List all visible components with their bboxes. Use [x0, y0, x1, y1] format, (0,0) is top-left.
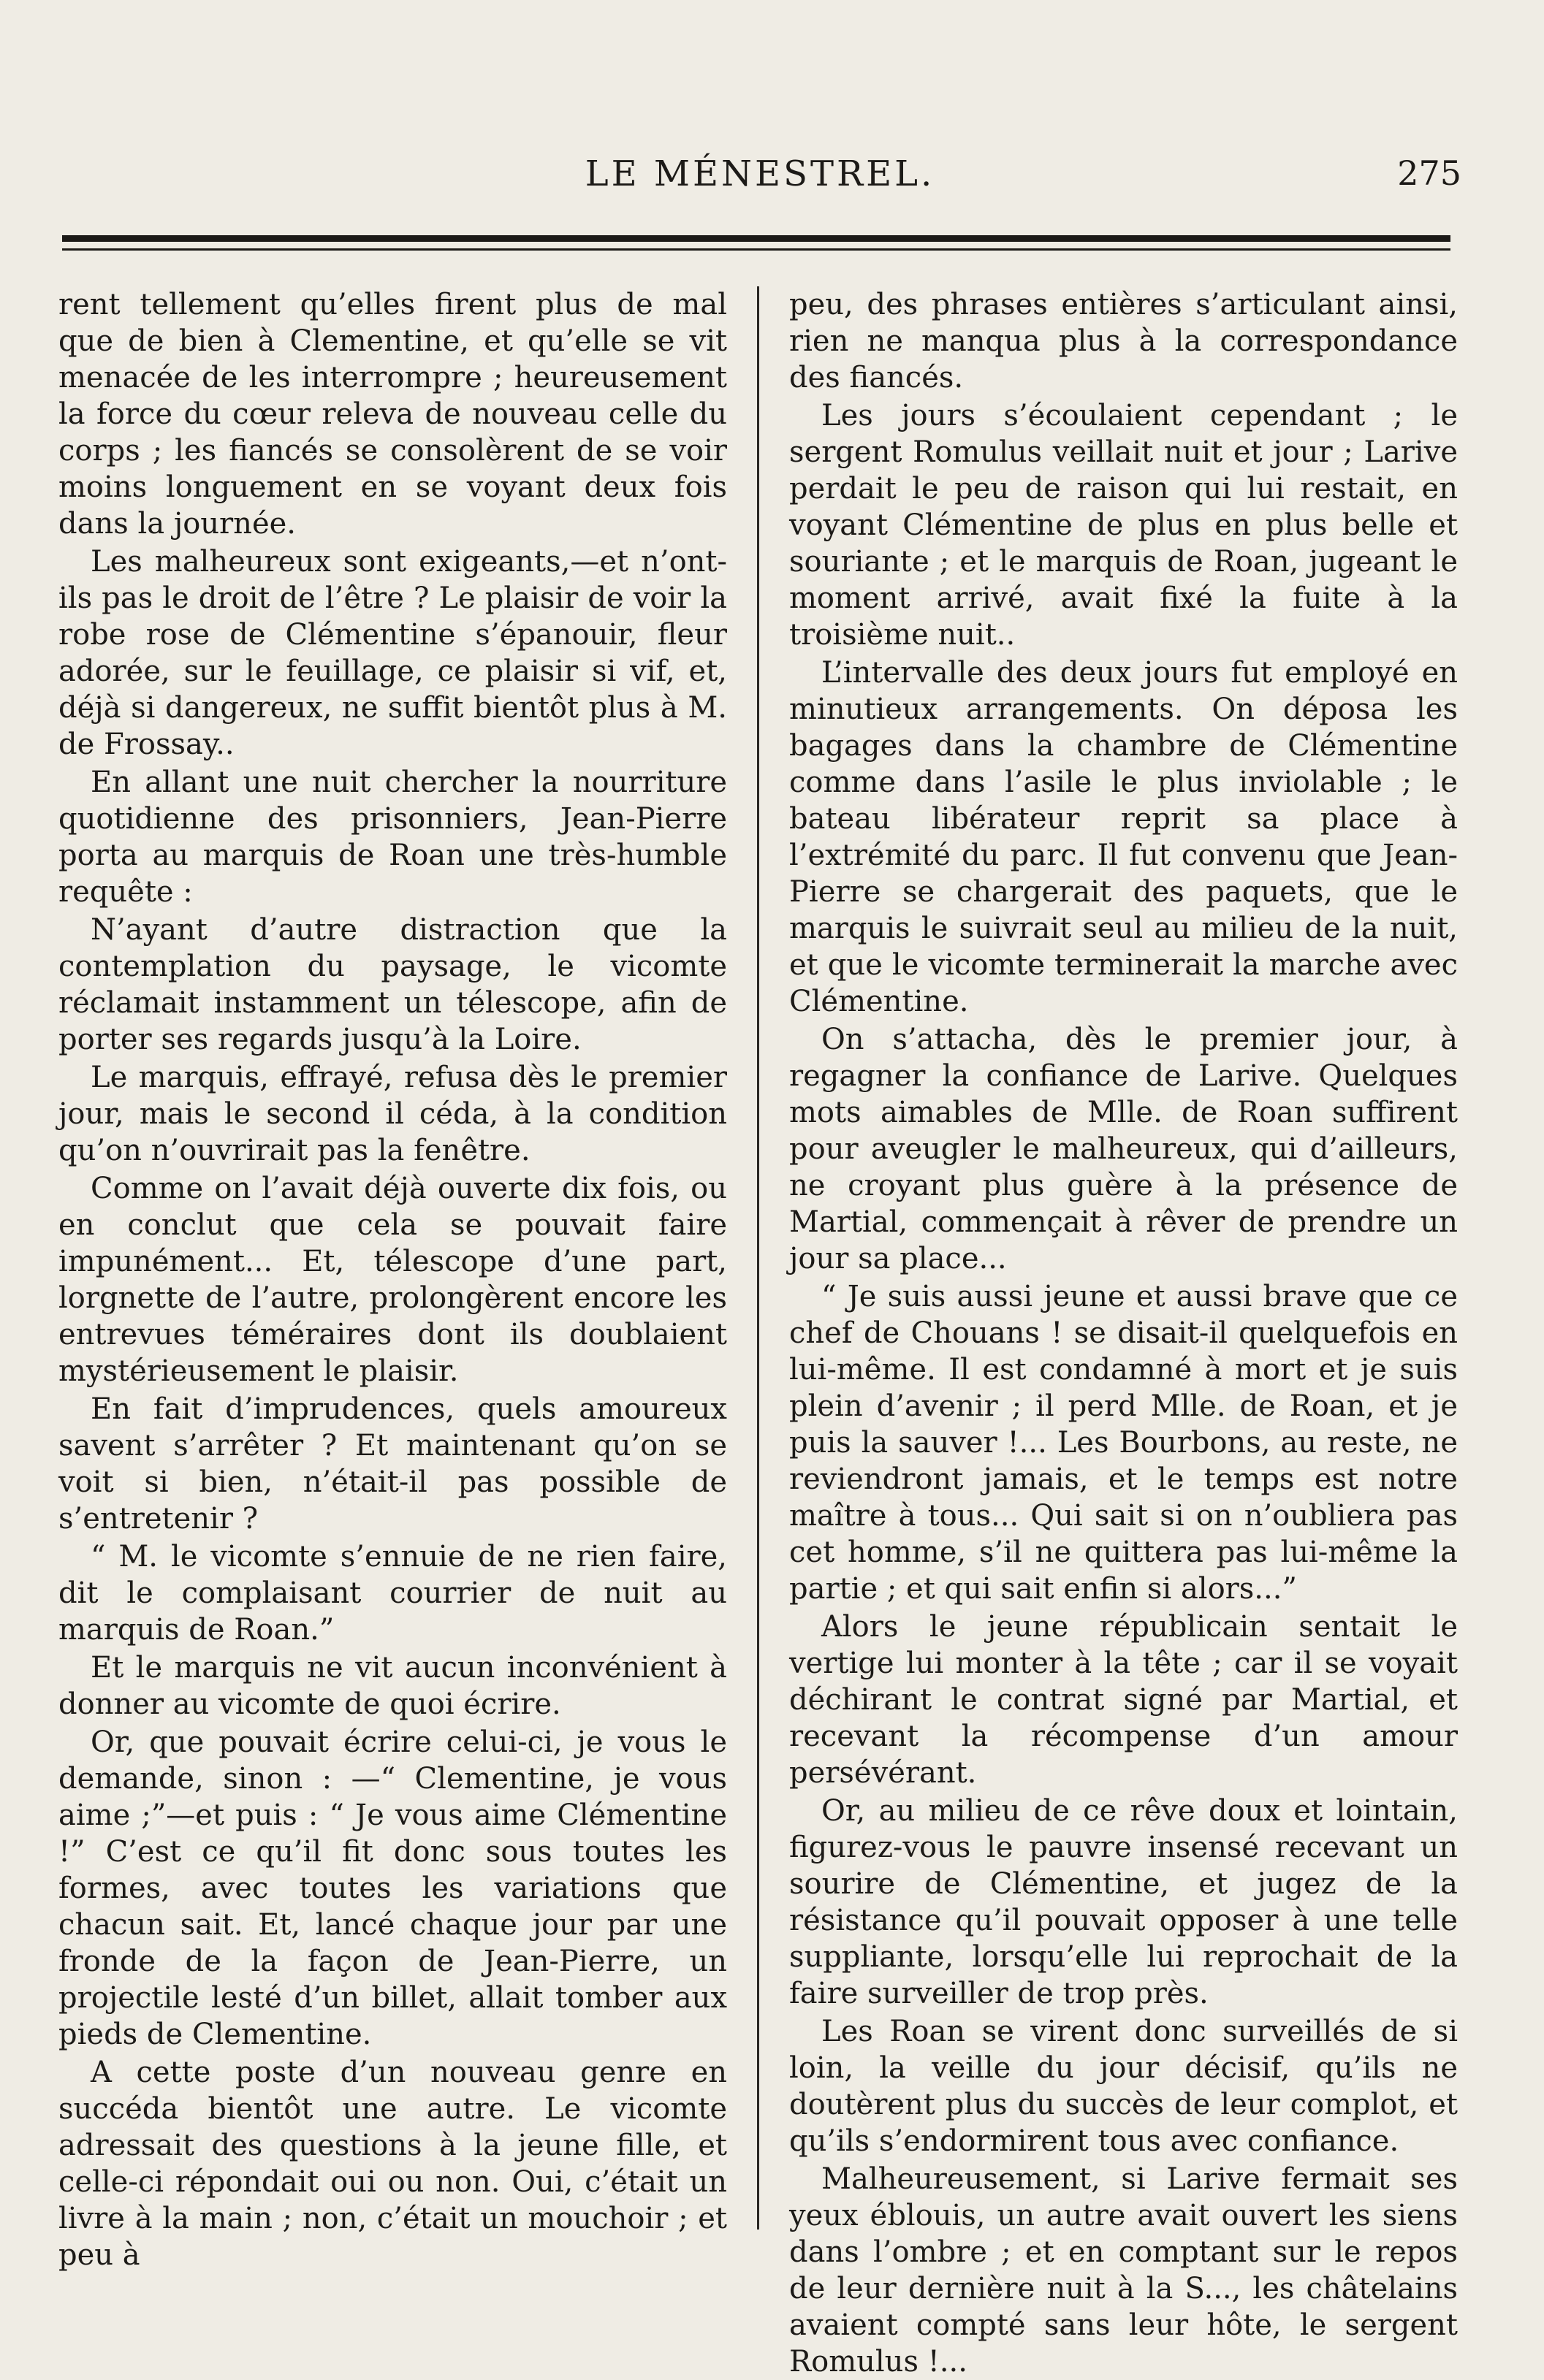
paragraph: rent tellement qu’elles firent plus de mal que de bien à Clementine, et qu’elle se vit menacée de les interrompre ; heureusement la force du cœur releva de nouveau celle du corps ; les fiancés se consolèrent de se voir moins longuement en se voyant deux fois dans la journée.	[58, 288, 727, 541]
left-column	[58, 286, 727, 2272]
paragraph: Or, au milieu de ce rêve doux et lointain, figurez-vous le pauvre insensé recevant un sourire de Clémentine, et jugez de la résistance qu’il pouvait opposer à une telle suppliante, lorsqu’elle lui reprochait de la faire surveiller de trop près.	[789, 1794, 1458, 2010]
paragraph: En fait d’imprudences, quels amoureux savent s’arrêter ? Et maintenant qu’on se voit si bien, n’était-il pas possible de s’entretenir ?	[58, 1392, 727, 1536]
paragraph: Or, que pouvait écrire celui-ci, je vous le demande, sinon : —“ Clementine, je vous aime ;”—et puis : “ Je vous aime Clémentine !” C’est ce qu’il fit donc sous toutes les formes, avec toutes les variations que chacun sait. Et, lancé chaque jour par une fronde de la façon de Jean-Pierre, un projectile lesté d’un billet, allait tomber aux pieds de Clementine.	[58, 1725, 727, 2051]
text-columns	[58, 286, 1461, 2379]
paragraph: “ Je suis aussi jeune et aussi brave que ce chef de Chouans ! se disait-il quelquefois en lui-même. Il est condamné à mort et je suis plein d’avenir ; il perd Mlle. de Roan, et je puis la sauver !... Les Bourbons, au reste, ne reviendront jamais, et le temps est notre maître à tous... Qui sait si on n’oubliera pas cet homme, s’il ne quittera pas lui-même la partie ; et qui sait enfin si alors...”	[789, 1280, 1458, 1606]
paragraph: Comme on l’avait déjà ouverte dix fois, ou en conclut que cela se pouvait faire impunément... Et, télescope d’une part, lorgnette de l’autre, prolongèrent encore les entrevues téméraires dont ils doublaient mystérieusement le plaisir.	[58, 1172, 727, 1388]
paragraph: En allant une nuit chercher la nourriture quotidienne des prisonniers, Jean-Pierre porta au marquis de Roan une très-humble requête :	[58, 766, 727, 909]
column-divider	[757, 286, 759, 2230]
right-column	[789, 286, 1458, 2379]
paragraph: Et le marquis ne vit aucun inconvénient à donner au vicomte de quoi écrire.	[58, 1651, 727, 1721]
paragraph: Alors le jeune républicain sentait le vertige lui monter à la tête ; car il se voyait déchirant le contrat signé par Martial, et recevant la récompense d’un amour persévérant.	[789, 1610, 1458, 1790]
paragraph: L’intervalle des deux jours fut employé en minutieux arrangements. On déposa les bagages dans la chambre de Clémentine comme dans l’asile le plus inviolable ; le bateau libérateur reprit sa place à l’extrémité du parc. Il fut convenu que Jean-Pierre se chargerait des paquets, que le marquis le suivrait seul au milieu de la nuit, et que le vicomte terminerait la marche avec Clémentine.	[789, 656, 1458, 1018]
header-rule-thin	[62, 248, 1450, 251]
paragraph: A cette poste d’un nouveau genre en succéda bientôt une autre. Le vicomte adressait des questions à la jeune fille, et celle-ci répondait oui ou non. Oui, c’était un livre à la main ; non, c’était un mouchoir ; et peu à	[58, 2056, 727, 2272]
page-header	[58, 153, 1461, 205]
paragraph: Le marquis, effrayé, refusa dès le premier jour, mais le second il céda, à la condition qu’on n’ouvrirait pas la fenêtre.	[58, 1061, 727, 1167]
paragraph: Les jours s’écoulaient cependant ; le sergent Romulus veillait nuit et jour ; Larive perdait le peu de raison qui lui restait, en voyant Clémentine de plus en plus belle et souriante ; et le marquis de Roan, jugeant le moment arrivé, avait fixé la fuite à la troisième nuit..	[789, 399, 1458, 652]
paragraph: Les malheureux sont exigeants,—et n’ont-ils pas le droit de l’être ? Le plaisir de voir la robe rose de Clémentine s’épanouir, fleur adorée, sur le feuillage, ce plaisir si vif, et, déjà si dangereux, ne suffit bientôt plus à M. de Frossay..	[58, 545, 727, 761]
paragraph: Malheureusement, si Larive fermait ses yeux éblouis, un autre avait ouvert les siens dans l’ombre ; et en comptant sur le repos de leur dernière nuit à la S..., les châtelains avaient compté sans leur hôte, le sergent Romulus !...	[789, 2162, 1458, 2379]
running-title: LE MÉNESTREL.	[585, 153, 935, 194]
paragraph: Les Roan se virent donc surveillés de si loin, la veille du jour décisif, qu’ils ne doutèrent plus du succès de leur complot, et qu’ils s’endormirent tous avec confiance.	[789, 2015, 1458, 2158]
paragraph: peu, des phrases entières s’articulant ainsi, rien ne manqua plus à la correspondance des fiancés.	[789, 288, 1458, 394]
header-rule-thick	[62, 235, 1450, 242]
paragraph: N’ayant d’autre distraction que la contemplation du paysage, le vicomte réclamait instamment un télescope, afin de porter ses regards jusqu’à la Loire.	[58, 913, 727, 1056]
page-number: 275	[1397, 153, 1461, 193]
paragraph: “ M. le vicomte s’ennuie de ne rien faire, dit le complaisant courrier de nuit au marquis de Roan.”	[58, 1540, 727, 1647]
paragraph: On s’attacha, dès le premier jour, à regagner la confiance de Larive. Quelques mots aimables de Mlle. de Roan suffirent pour aveugler le malheureux, qui d’ailleurs, ne croyant plus guère à la présence de Martial, commençait à rêver de prendre un jour sa place...	[789, 1023, 1458, 1275]
